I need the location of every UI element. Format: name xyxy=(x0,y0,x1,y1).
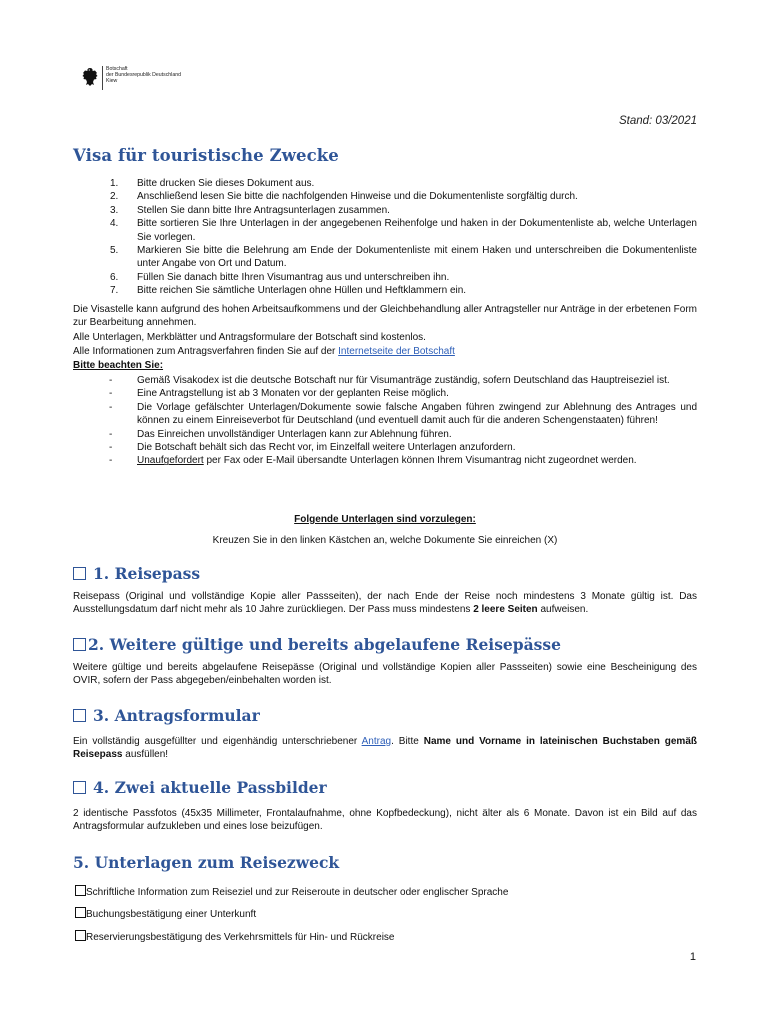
steps-list xyxy=(73,177,697,298)
intro-paragraph: Alle Unterlagen, Merkblätter und Antragsformulare der Botschaft sind kostenlos. xyxy=(73,332,426,343)
section-reisepass-text: Reisepass (Original und vollständige Kopie aller Passseiten), der nach Ende der Reise noch mindestens 3 Monate gültig ist. Das Ausstellungsdatum darf nicht mehr als 10 Jahre zurückliegen. Der Pass muss mindestens 2 leere Seiten aufweisen. xyxy=(73,591,697,616)
list-item: 1. Bitte drucken Sie dieses Dokument aus. xyxy=(110,178,315,189)
list-item: - Die Vorlage gefälschter Unterlagen/Dokumente sowie falsche Angaben führen zwingend zur Ablehnung des Antrages und können zu einem Einreiseverbot für Deutschland (und eventuell damit auch für die anderen Schengenstaaten) führen! xyxy=(109,401,697,427)
section-weitere-paesse-text: Weitere gültige und bereits abgelaufene Reisepässe (Original und vollständige Kopien aller Passseiten) sowie eine Bescheinigung des OVIR, sofern der Pass abgegeben/einbehalten worden ist. xyxy=(73,662,697,687)
weitere-paesse-checkbox[interactable] xyxy=(73,638,86,651)
federal-eagle-icon xyxy=(82,66,98,88)
reisezweck-item: Schriftliche Information zum Reiseziel und zur Reiseroute in deutscher oder englischer Sprache xyxy=(75,885,508,898)
passbilder-checkbox[interactable] xyxy=(73,781,86,794)
list-item: 6. Füllen Sie danach bitte Ihren Visumantrag aus und unterschreiben ihn. xyxy=(110,271,450,283)
logo-line: Botschaft xyxy=(106,66,128,72)
list-item: 7. Bitte reichen Sie sämtliche Unterlagen ohne Hüllen und Heftklammern ein. xyxy=(110,285,467,297)
list-item: - Die Botschaft behält sich das Recht vor, im Einzelfall weitere Unterlagen anzufordern. xyxy=(109,442,516,454)
documents-instruction: Kreuzen Sie in den linken Kästchen an, welche Dokumente Sie einreichen (X) xyxy=(212,535,558,546)
logo-line: der Bundesrepublik Deutschland xyxy=(106,72,181,79)
page-number: 1 xyxy=(689,951,696,963)
section-passbilder-heading: 4. Zwei aktuelle Passbilder xyxy=(73,778,327,797)
list-item: 4. Bitte sortieren Sie Ihre Unterlagen in der angegebenen Reihenfolge und haken in der Dokumentenliste ab, welche Unterlagen Sie vorlegen. xyxy=(110,218,697,243)
unterkunft-checkbox[interactable] xyxy=(75,907,86,918)
logo-divider xyxy=(102,66,103,90)
section-passbilder-text: 2 identische Passfotos (45x35 Millimeter, Frontalaufnahme, ohne Kopfbedeckung), nicht älter als 6 Monate. Davon ist ein Bild auf das Antragsformular aufzukleben und eines lose beizufügen. xyxy=(73,808,697,833)
reisezweck-checkbox[interactable] xyxy=(75,885,86,896)
antrag-link[interactable]: Antrag xyxy=(361,736,392,747)
list-item: 5. Markieren Sie bitte die Belehrung am Ende der Dokumentenliste mit einem Haken und unterschreiben die Dokumentenliste unter Angabe von Ort und Datum. xyxy=(110,245,697,270)
embassy-logo xyxy=(82,66,181,90)
list-item: - Eine Antragstellung ist ab 3 Monaten vor der geplanten Reise möglich. xyxy=(109,388,449,400)
verkehrsmittel-checkbox[interactable] xyxy=(75,930,86,941)
notice-list xyxy=(73,374,697,468)
reisezweck-item: Buchungsbestätigung einer Unterkunft xyxy=(75,907,256,920)
list-item: - Das Einreichen unvollständiger Unterlagen kann zur Ablehnung führen. xyxy=(109,428,452,440)
section-reisezweck-heading: 5. Unterlagen zum Reisezweck xyxy=(73,853,340,872)
reisezweck-item: Reservierungsbestätigung des Verkehrsmittels für Hin- und Rückreise xyxy=(75,930,394,943)
list-item: - Gemäß Visakodex ist die deutsche Botschaft nur für Visumanträge zuständig, sofern Deutschland das Hauptreiseziel ist. xyxy=(109,375,670,386)
intro-paragraph: Alle Informationen zum Antragsverfahren finden Sie auf der Internetseite der Botschaft xyxy=(73,346,455,357)
section-reisepass-heading: 1. Reisepass xyxy=(73,564,200,583)
antragsformular-checkbox[interactable] xyxy=(73,709,86,722)
document-date: Stand: 03/2021 xyxy=(618,115,697,127)
documents-heading: Folgende Unterlagen sind vorzulegen: xyxy=(294,514,476,525)
section-weitere-paesse-heading: 2. Weitere gültige und bereits abgelaufene Reisepässe xyxy=(73,635,561,654)
logo-text xyxy=(106,66,181,85)
section-antragsformular-heading: 3. Antragsformular xyxy=(73,706,260,725)
list-item: - Unaufgefordert per Fax oder E-Mail übersandte Unterlagen können Ihrem Visumantrag nicht zugeordnet werden. xyxy=(109,455,637,467)
embassy-website-link[interactable]: Internetseite der Botschaft xyxy=(338,346,455,357)
reisepass-checkbox[interactable] xyxy=(73,567,86,580)
logo-line: Kiew xyxy=(106,78,118,85)
section-antragsformular-text: Ein vollständig ausgefüllter und eigenhändig unterschriebener Antrag. Bitte Name und Vorname in lateinischen Buchstaben gemäß Reisepass ausfüllen! xyxy=(73,736,697,761)
notice-heading: Bitte beachten Sie: xyxy=(73,360,164,371)
list-item: 2. Anschließend lesen Sie bitte die nachfolgenden Hinweise und die Dokumentenliste sorgfältig durch. xyxy=(110,191,578,203)
list-item: 3. Stellen Sie dann bitte Ihre Antragsunterlagen zusammen. xyxy=(110,204,390,216)
page-title: Visa für touristische Zwecke xyxy=(73,146,339,165)
intro-paragraph: Die Visastelle kann aufgrund des hohen Arbeitsaufkommens und der Gleichbehandlung aller Antragsteller nur Anträge in der erbetenen Form zur Bearbeitung annehmen. xyxy=(73,304,697,329)
